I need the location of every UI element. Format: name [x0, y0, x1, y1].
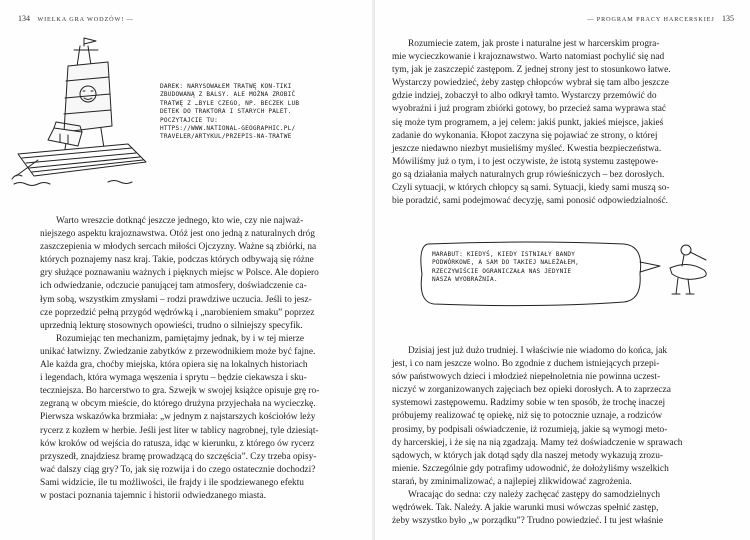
text-line: Sami widzicie, ile tu możliwości, ile frajdy i ile spodziewanego efektu [40, 477, 304, 488]
text-line: Ale każda gra, choćby miejska, która opiera się na lokalnych historiach [40, 360, 308, 371]
text-line: zadanie do wykonania. Kłopot zaczyna się pojawiać ze strony, o której [392, 130, 658, 141]
text-line: Wracając do sedna: czy należy zachęcać zastępy do samodzielnych [408, 490, 661, 501]
text-line: próbujemy realizować tę opiekę, niż się to potocznie uznaje, a rodziców [392, 411, 663, 422]
text-line: uprzednią lekturę stosownych opowieści, trudno o silniejszy specyfik. [40, 320, 303, 331]
text-line: Dzisiaj jest już dużo trudniej. I właściwie nie wiadomo do końca, jak [408, 346, 668, 356]
raft-caption [160, 83, 360, 142]
text-line: mie wycieczkowanie i krajoznawstwo. Warto natomiast pochylić się nad [392, 52, 665, 63]
text-line: gdzie indziej, zobaczył to albo odkrył tamto. Wystarczy przemówić do [392, 91, 657, 102]
bubble-line: MARABUT: KIEDYŚ, KIEDY ISTNIAŁY BANDY [432, 251, 576, 258]
text-line: zaszczepienia w młodych sercach miłości Ojczyzny. Ważne są zbiórki, na [40, 242, 317, 253]
text-line: zegraną w obcym mieście, do którego drużyna przyjechała na wycieczkę. [40, 399, 316, 410]
right-running-title: — PROGRAM PRACY HARCERSKIEJ [587, 16, 715, 23]
text-line: łym sobą, wszystkim zmysłami – rodzi prawdziwe uczucia. Jeśli to jesz- [40, 294, 312, 305]
right-body-text-top [392, 38, 724, 208]
speech-bubble-text [432, 251, 579, 285]
left-page-number: 134 [18, 14, 30, 23]
text-line: Mówiliśmy już o tym, i to jest oczywiste, że istotą systemu zastępowe- [392, 156, 659, 167]
right-running-head [587, 14, 734, 23]
caption-line: DAREK: NARYSOWAŁEM TRATWĘ KON-TIKI [160, 83, 292, 90]
text-line: ków kroków od wejścia do ratusza, idąc w kierunku, z którego ów rycerz [40, 438, 315, 449]
text-line: sądowych, w których jak dotąd sądy dla naszej metody wykazują zrozu- [392, 450, 664, 461]
text-line: niczyć w zorganizowanych zajęciach bez opieki dorosłych. A to zaprzecza [392, 385, 671, 396]
right-body-text-bottom [392, 345, 724, 528]
right-page-number: 135 [722, 14, 734, 23]
marabou-doodle [670, 245, 706, 294]
text-line: gry służące poznawaniu ważnych i pięknych miejsc w Polsce. Ale dopiero [40, 268, 319, 279]
text-line: sów państwowych dzieci i młodzież niepełnoletnia nie powinna uczest- [392, 372, 661, 383]
left-body-text [40, 215, 358, 503]
left-running-title: WIELKA GRA WODZÓW! — [37, 16, 134, 23]
text-line: żeby wszystko było „w porządku”? Trudno powiedzieć. I tu jest właśnie [392, 516, 664, 527]
text-line: ich odwiedzanie, odczucie panującej tam atmosfery, doświadczenie ca- [40, 281, 307, 292]
text-line: go są działania małych naturalnych grup rówieśniczych – bez dorosłych. [392, 169, 665, 180]
text-line: prosimy, by podpisali oświadczenie, iż rozumieją, jakie są wymogi meto- [392, 424, 668, 435]
text-line: starań, by zminimalizować, a najlepiej zlikwidować zagrożenia. [392, 476, 632, 487]
speech-bubble [388, 238, 728, 310]
text-line: przyszedł, znajdziesz bramę prowadzącą do szczęścia”. Czy trzeba opisy- [40, 451, 317, 462]
text-line: Pierwsza wskazówka brzmiała: „w jednym z najstarszych kościołów leży [40, 412, 316, 423]
text-line: bie poradzić, sami podejmować decyzję, sami ponosić odpowiedzialność. [392, 196, 668, 207]
text-line: tym, jak je zaszczepić zastępom. Z jednej strony jest to stosunkowo łatwe. [392, 65, 671, 76]
text-line: Warto wreszcie dotknąć jeszcze jednego, kto wie, czy nie najważ- [56, 216, 304, 226]
bubble-line: PODWÓRKOWE, A SAM DO TAKIEJ NALEŻAŁEM, [432, 259, 580, 267]
left-running-head [18, 14, 134, 23]
caption-line: DETEK DO TRAKTORA I STARYCH PALET. [160, 108, 292, 116]
text-line: w postaci poznania tajemnic i historii odwiedzanego miasta. [40, 490, 266, 501]
text-line: jeszcze niedawno niezbyt musieliśmy myśleć. Kwestia bezpieczeństwa. [392, 143, 662, 154]
text-line: Czyli sytuacji, w których chłopcy są sami. Sytuacji, kiedy sami muszą so- [392, 183, 670, 194]
text-line: cze poprzedzić pełną przygód wędrówką i „narobieniem smaku” poprzez [40, 307, 315, 318]
caption-line: TRATWĘ Z …BYLE CZEGO, NP. BECZEK LUB [160, 99, 300, 107]
text-line: teczniejsza. Bo harcerstwo to gra. Szwejk w swojej książce opisuje grę ro- [40, 386, 320, 397]
caption-line: ZBUDOWANĄ Z BALSY. ALE MOŻNA ZROBIĆ [160, 91, 296, 99]
text-line: jest, i co nam jeszcze wolno. Bo zgodnie z duchem istniejących przepi- [392, 359, 660, 370]
text-line: systemowi zastępowemu. Radzimy sobie w ten sposób, że trochę inaczej [392, 398, 666, 409]
raft-illustration [8, 36, 158, 186]
text-line: rycerz z kozłem w herbie. Jeśli jest liter w tablicy nagrobnej, tyle dziesiąt- [40, 425, 319, 436]
text-line: Rozumiejąc ten mechanizm, pamiętajmy jednak, by i w tej mierze [56, 333, 305, 344]
text-line: i legendach, która wymaga węszenia i sprytu – będzie ciekawsza i sku- [40, 373, 307, 384]
text-line: dy harcerskiej, i że się na nią zgadzają. Mamy też doświadczenie w sprawach [392, 437, 683, 448]
text-line: niejszego aspektu krajoznawstwa. Otóż jest ono jedną z naturalnych dróg [40, 229, 315, 240]
caption-link-line[interactable]: TRAVELER/ARTYKUL/PRZEPIS-NA-TRATWE [160, 133, 292, 141]
text-line: Rozumiecie zatem, jak proste i naturalne jest w harcerskim progra- [408, 39, 660, 49]
caption-line: POCZYTAJCIE TU: [160, 116, 219, 124]
caption-link-line[interactable]: HTTPS://WWW.NATIONAL-GEOGRAPHIC.PL/ [160, 125, 296, 133]
bubble-line: RZECZYWIŚCIE OGRANICZAŁA NAS JEDYNIE [432, 267, 572, 275]
bubble-line: NASZA WYOBRAŹNIA. [432, 276, 498, 284]
text-line: mienie. Szczególnie gdy potrafimy udowodnić, że dołożyliśmy wszelkich [392, 463, 669, 474]
text-line: się może tym programem, a jej celem: jakiś punkt, jakieś miejsce, jakieś [392, 117, 664, 128]
text-line: których poznajemy nasz kraj. Takie, podczas których odbywają się różne [40, 255, 314, 266]
text-line: wać dalszy ciąg gry? To, jak się rozwija i do czego ostatecznie dochodzi? [40, 464, 316, 475]
text-line: unikać łatwizny. Zwiedzanie zabytków z przewodnikiem może być fajne. [40, 346, 316, 357]
text-line: Wystarczy powiedzieć, żeby zastęp chłopców wybrał się tam albo jeszcze [392, 78, 669, 89]
text-line: wyobraźni i już program zbiórki gotowy, bo przecież sama wyprawa stać [392, 104, 667, 115]
text-line: wędrówek. Tak. Należy. A jakie warunki musi wówczas spełnić zastęp, [392, 503, 659, 514]
